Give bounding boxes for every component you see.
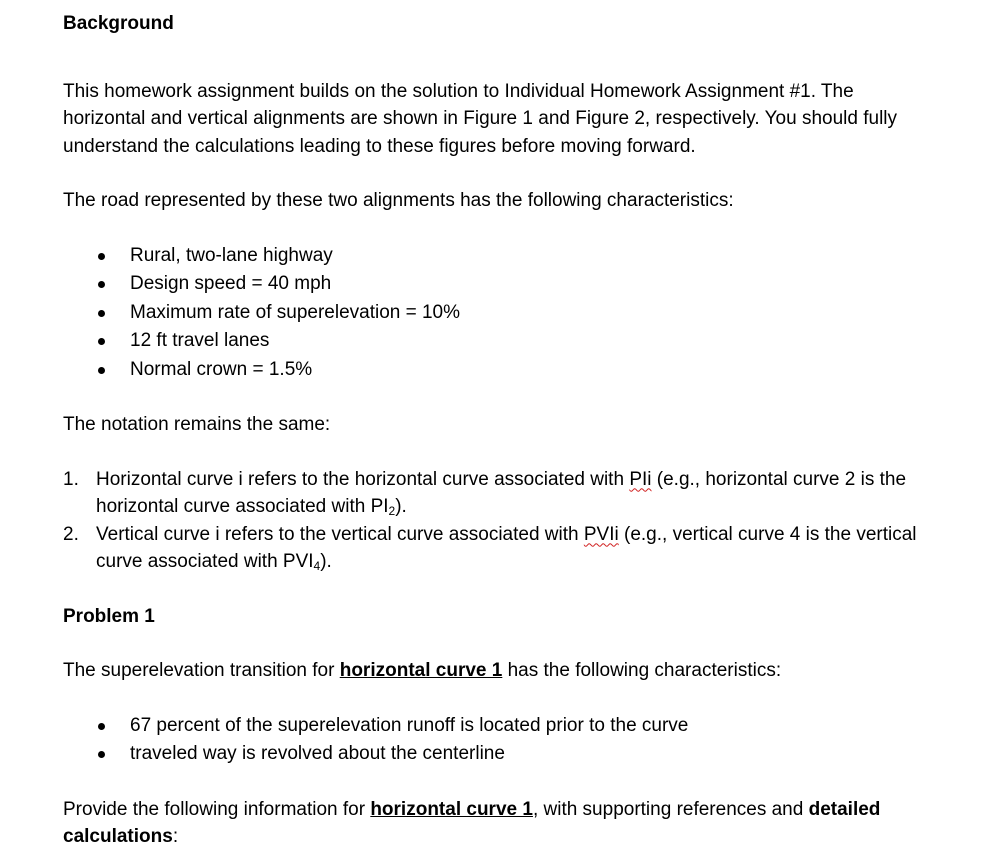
notation-text: Vertical curve i refers to the vertical curve associated with (96, 523, 584, 545)
problem1-heading: Problem 1 (63, 605, 155, 627)
list-item (63, 740, 933, 769)
provide-paragraph (63, 796, 933, 851)
list-item-text: 67 percent of the superelevation runoff is located prior to the curve (130, 714, 689, 736)
list-item-text: Rural, two-lane highway (130, 244, 333, 266)
intro-paragraph: This homework assignment builds on the solution to Individual Homework Assignment #1. The horizontal and vertical alignments are shown in Figure 1 and Figure 2, respectively. You should fully understand the calculations leading to these figures before moving forward. (63, 80, 898, 157)
spellcheck-underlined-term[interactable]: PIi (629, 468, 652, 490)
list-item (63, 521, 933, 576)
paragraph-text: : (172, 826, 179, 847)
list-item-text: Design speed = 40 mph (130, 273, 332, 294)
list-item (63, 299, 933, 328)
list-number: 1. (63, 468, 79, 490)
list-item (63, 242, 933, 271)
background-heading: Background (63, 13, 174, 34)
paragraph-text: , with supporting references and (532, 798, 809, 820)
notation-text: (e.g., vertical curve 4 is the vertical curve associated with PVI (96, 523, 917, 572)
emphasized-term: detailed calculations (63, 798, 881, 847)
list-item (63, 466, 933, 521)
list-item-text: Normal crown = 1.5% (130, 358, 313, 380)
list-item (63, 356, 933, 385)
emphasized-term: horizontal curve 1 (339, 660, 503, 681)
characteristics-lead: The road represented by these two alignments has the following characteristics: (63, 190, 734, 211)
bullet-icon (98, 751, 105, 758)
list-item (63, 270, 933, 299)
list-number: 2. (63, 523, 79, 545)
paragraph-text: The superelevation transition for (63, 660, 340, 681)
transition-paragraph (63, 657, 933, 685)
bullet-icon (98, 310, 105, 317)
bullet-icon (98, 723, 105, 730)
list-item-text: traveled way is revolved about the centerline (130, 743, 505, 764)
notation-text: (e.g., horizontal curve 2 is the horizontal curve associated with PI (96, 468, 907, 517)
transition-characteristics-list (63, 712, 933, 769)
notation-list (63, 466, 933, 576)
bullet-icon (98, 367, 105, 374)
spellcheck-underlined-term[interactable]: PVIi (583, 523, 619, 545)
bullet-icon (98, 281, 105, 288)
list-item-text: 12 ft travel lanes (130, 330, 270, 351)
paragraph-text: Provide the following information for (63, 798, 371, 820)
subscript: 4 (313, 559, 321, 573)
notation-text: ). (395, 496, 407, 517)
notation-lead: The notation remains the same: (63, 414, 331, 435)
paragraph-text: has the following characteristics: (502, 660, 782, 681)
list-item (63, 712, 933, 741)
notation-text: Horizontal curve i refers to the horizontal curve associated with (96, 468, 630, 490)
list-item-text: Maximum rate of superelevation = 10% (130, 301, 461, 323)
list-item (63, 327, 933, 356)
bullet-icon (98, 253, 105, 260)
document-page (63, 10, 933, 851)
emphasized-term: horizontal curve 1 (370, 798, 533, 820)
subscript: 2 (388, 504, 396, 518)
notation-text: ). (320, 551, 332, 572)
road-characteristics-list (63, 242, 933, 385)
bullet-icon (98, 338, 105, 345)
